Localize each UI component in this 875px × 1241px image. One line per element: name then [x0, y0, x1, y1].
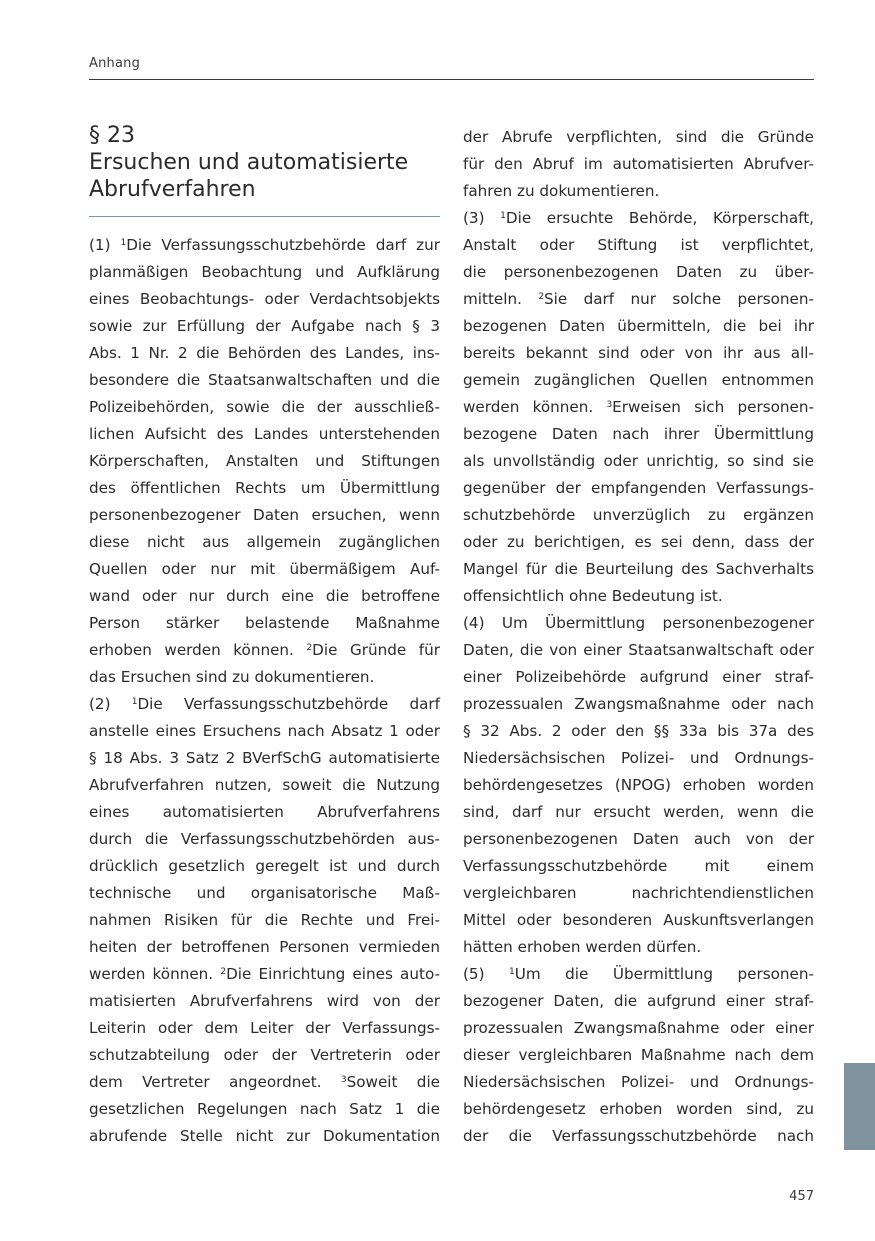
section-number: § 23	[89, 123, 135, 148]
text-fragment: werden können.	[89, 965, 221, 983]
text-line: technische und organisatorische Maß-	[89, 884, 440, 902]
text-line: Person stärker belastende Maßnahme	[89, 614, 440, 632]
text-line: planmäßigen Beobachtung und Aufklärung	[89, 263, 440, 281]
sentence-number: 1	[509, 967, 515, 977]
sentence-number: 2	[538, 292, 545, 302]
text-fragment: dem Vertreter angeordnet.	[89, 1073, 341, 1091]
text-line: für den Abruf im automatisierten Abrufver-	[463, 155, 814, 173]
text-fragment: mitteln.	[463, 290, 539, 308]
text-line	[89, 961, 440, 988]
text-line: besondere die Staatsanwaltschaften und die	[89, 371, 440, 389]
text-line: bezogener Daten, die aufgrund einer straf-	[463, 992, 814, 1010]
text-line: lichen Aufsicht des Landes unterstehenden	[89, 425, 440, 443]
text-line: als unvollständig oder unrichtig, so sind sie	[463, 452, 814, 470]
text-fragment: werden können.	[463, 398, 607, 416]
text-line: matisierten Abrufverfahrens wird von der	[89, 992, 440, 1010]
text-line: fahren zu dokumentieren.	[463, 182, 660, 200]
text-fragment: (1)	[89, 236, 121, 254]
text-line: durch die Verfassungsschutzbehörden aus-	[89, 830, 440, 848]
text-line: Quellen oder nur mit übermäßigem Auf-	[89, 560, 440, 578]
text-line: oder zu berichtigen, es sei denn, dass der	[463, 533, 814, 551]
sentence-number: 3	[606, 400, 613, 410]
text-line	[463, 394, 814, 421]
left-column-text	[89, 232, 440, 1150]
running-head: Anhang	[89, 56, 141, 71]
text-fragment: Um die Übermittlung personen-	[514, 965, 814, 983]
text-line: prozessualen Zwangsmaßnahme oder nach	[463, 695, 814, 713]
text-line: des öffentlichen Rechts um Übermittlung	[89, 479, 440, 497]
sentence-number: 1	[120, 238, 127, 248]
text-line: nahmen Risiken für die Rechte und Frei-	[89, 911, 440, 929]
right-column-text	[463, 124, 814, 1150]
text-line: wand oder nur durch eine die betroffene	[89, 587, 440, 605]
text-fragment: Die Verfassungsschutzbehörde darf	[137, 695, 440, 713]
text-line: Verfassungsschutzbehörde mit einem	[463, 857, 814, 875]
text-line: sind, darf nur ersucht werden, wenn die	[463, 803, 814, 821]
text-line: der die Verfassungsschutzbehörde nach	[463, 1127, 814, 1145]
text-line: Leiterin oder dem Leiter der Verfassungs-	[89, 1019, 440, 1037]
text-line: bezogenen Daten übermitteln, die bei ihr	[463, 317, 814, 335]
text-line: vergleichbaren nachrichtendienstlichen	[463, 884, 814, 902]
text-line: heiten der betroffenen Personen vermieden	[89, 938, 440, 956]
text-fragment: (2)	[89, 695, 132, 713]
sentence-number: 3	[340, 1075, 347, 1085]
sentence-number: 2	[306, 643, 313, 653]
header-rule	[89, 79, 814, 80]
text-line: dieser vergleichbaren Maßnahme nach dem	[463, 1046, 814, 1064]
text-fragment: Sie darf nur solche personen-	[544, 290, 814, 308]
page-number: 457	[789, 1189, 814, 1204]
text-fragment: (5)	[463, 965, 510, 983]
text-line: § 18 Abs. 3 Satz 2 BVerfSchG automatisierte	[89, 749, 440, 767]
text-line: Anstalt oder Stiftung ist verpflichtet,	[463, 236, 814, 254]
text-line	[463, 286, 814, 313]
text-line	[463, 205, 814, 232]
text-line: anstelle eines Ersuchens nach Absatz 1 oder	[89, 722, 440, 740]
text-fragment: Die Einrichtung eines auto-	[226, 965, 440, 983]
text-line: die personenbezogenen Daten zu über-	[463, 263, 814, 281]
text-line: schutzbehörde unverzüglich zu ergänzen	[463, 506, 814, 524]
text-line	[463, 961, 814, 988]
text-line: gemein zugänglichen Quellen entnommen	[463, 371, 814, 389]
sentence-number: 2	[220, 967, 227, 977]
text-line: drücklich gesetzlich geregelt ist und durch	[89, 857, 440, 875]
text-line: schutzabteilung oder der Vertreterin oder	[89, 1046, 440, 1064]
section-heading	[89, 122, 440, 203]
text-line: hätten erhoben werden dürfen.	[463, 938, 702, 956]
text-line: offensichtlich ohne Bedeutung ist.	[463, 587, 723, 605]
text-line: sowie zur Erfüllung der Aufgabe nach § 3	[89, 317, 440, 335]
thumb-index-tab	[844, 1063, 875, 1150]
text-line: Daten, die von einer Staatsanwaltschaft oder	[463, 641, 814, 659]
text-fragment: erhoben werden können.	[89, 641, 307, 659]
text-line	[89, 1069, 440, 1096]
text-line: prozessualen Zwangsmaßnahme oder einer	[463, 1019, 814, 1037]
text-line: Abrufverfahren nutzen, soweit die Nutzung	[89, 776, 440, 794]
text-line: der Abrufe verpflichten, sind die Gründe	[463, 128, 814, 146]
text-fragment: Die Gründe für	[312, 641, 440, 659]
text-line: Mittel oder besonderen Auskunftsverlangen	[463, 911, 814, 929]
text-line: bereits bekannt sind oder von ihr aus all-	[463, 344, 814, 362]
text-line: Abs. 1 Nr. 2 die Behörden des Landes, ins-	[89, 344, 440, 362]
text-line	[89, 691, 440, 718]
text-line: (4) Um Übermittlung personenbezogener	[463, 614, 814, 632]
text-line: gesetzlichen Regelungen nach Satz 1 die	[89, 1100, 440, 1118]
text-line: personenbezogener Daten ersuchen, wenn	[89, 506, 440, 524]
heading-rule	[89, 216, 440, 217]
text-line: behördengesetzes (NPOG) erhoben worden	[463, 776, 814, 794]
text-line	[89, 232, 440, 259]
text-line: Polizeibehörden, sowie die der ausschließ-	[89, 398, 440, 416]
text-line: Körperschaften, Anstalten und Stiftungen	[89, 452, 440, 470]
text-fragment: Erweisen sich personen-	[612, 398, 814, 416]
text-line: Niedersächsischen Polizei- und Ordnungs-	[463, 1073, 814, 1091]
text-line: abrufende Stelle nicht zur Dokumentation	[89, 1127, 440, 1145]
text-line: eines Beobachtungs- oder Verdachtsobjekts	[89, 290, 440, 308]
text-line: § 32 Abs. 2 oder den §§ 33a bis 37a des	[463, 722, 814, 740]
section-title-line-1: Ersuchen und automatisierte	[89, 150, 409, 175]
text-line: gegenüber der empfangenden Verfassungs-	[463, 479, 814, 497]
text-line: das Ersuchen sind zu dokumentieren.	[89, 668, 375, 686]
sentence-number: 1	[500, 211, 506, 221]
text-line: behördengesetz erhoben worden sind, zu	[463, 1100, 814, 1118]
text-line: Niedersächsischen Polizei- und Ordnungs-	[463, 749, 814, 767]
text-line: eines automatisierten Abrufverfahrens	[89, 803, 440, 821]
text-line: personenbezogenen Daten auch von der	[463, 830, 814, 848]
section-title-line-2: Abrufverfahren	[89, 177, 256, 202]
text-fragment: Die Verfassungsschutzbehörde darf zur	[126, 236, 440, 254]
text-line: Mangel für die Beurteilung des Sachverhalts	[463, 560, 814, 578]
text-fragment: Soweit die	[346, 1073, 441, 1091]
text-line: diese nicht aus allgemein zugänglichen	[89, 533, 440, 551]
sentence-number: 1	[131, 697, 138, 707]
text-line	[89, 637, 440, 664]
text-line: einer Polizeibehörde aufgrund einer straf-	[463, 668, 814, 686]
text-fragment: Die ersuchte Behörde, Körperschaft,	[505, 209, 815, 227]
text-fragment: (3)	[463, 209, 501, 227]
text-line: bezogene Daten nach ihrer Übermittlung	[463, 425, 814, 443]
